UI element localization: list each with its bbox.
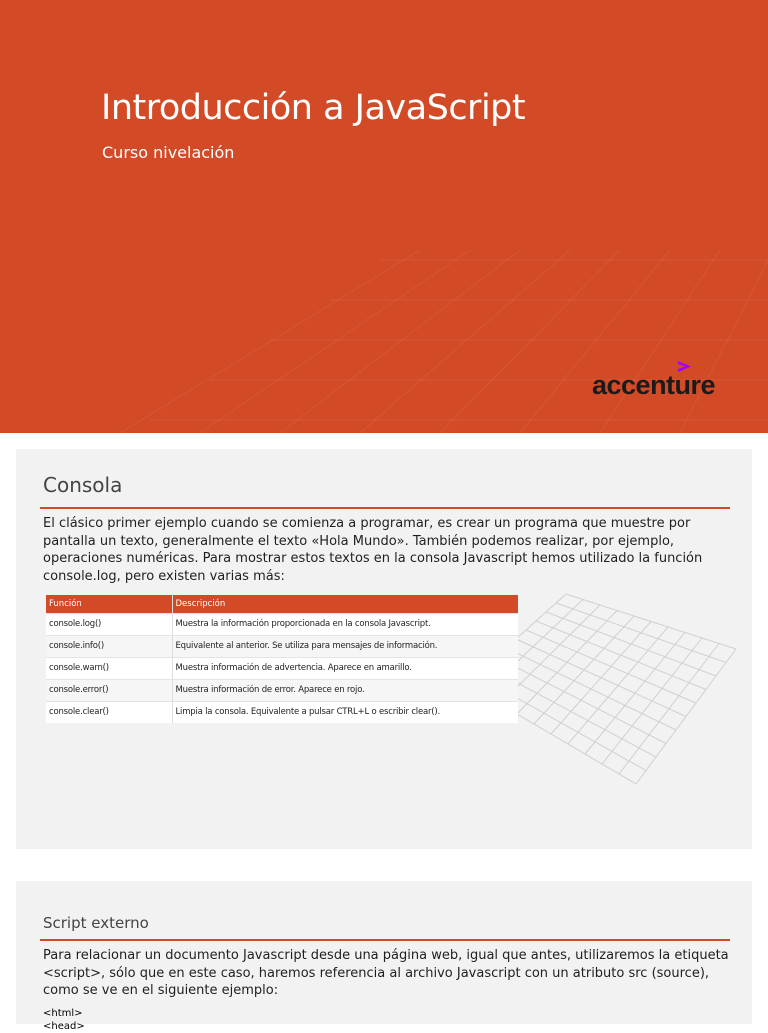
table-row [46,657,518,679]
table-row [46,701,518,723]
slide-consola [16,449,752,849]
column-header-descripcion: Descripción [172,595,518,613]
table-cell-function: console.clear() [46,701,172,723]
presentation-subtitle: Curso nivelación [102,143,235,162]
table-cell-function: console.warn() [46,657,172,679]
table-cell-description: Muestra información de error. Aparece en rojo. [172,679,518,701]
slide-script-externo [16,881,752,1032]
heading-divider [40,939,730,941]
table-cell-description: Muestra información de advertencia. Aparece en amarillo. [172,657,518,679]
table-cell-function: console.error() [46,679,172,701]
code-line: <html> [43,1008,83,1019]
slide-heading: Consola [43,473,123,497]
column-header-funcion: Función [46,595,172,613]
table-row [46,679,518,701]
accenture-logo [592,360,742,406]
table-cell-function: console.info() [46,635,172,657]
table-cell-description: Equivalente al anterior. Se utiliza para mensajes de información. [172,635,518,657]
accenture-wordmark: accenture [592,370,716,400]
table-row [46,613,518,635]
code-line: <head> [43,1021,85,1032]
slide-heading: Script externo [43,914,149,932]
table-header-row [46,595,518,613]
grid-line [619,644,719,775]
console-functions-table [46,595,518,723]
slide-paragraph: Para relacionar un documento Javascript desde una página web, igual que antes, utilizaremos la etiqueta <script>, sólo que en este caso, haremos referencia al archivo Javascript con un atributo src (source), como se ve en el siguiente ejemplo: [43,948,729,998]
table-cell-function: console.log() [46,613,172,635]
heading-divider [40,507,730,509]
table-cell-description: Limpia la consola. Equivalente a pulsar CTRL+L o escribir clear(). [172,701,518,723]
table-row [46,635,518,657]
slide-paragraph: El clásico primer ejemplo cuando se comienza a programar, es crear un programa que muestre por pantalla un texto, generalmente el texto «Hola Mundo». También podemos realizar, por ejemplo, operaciones numéricas. Para mostrar estos textos en la consola Javascript hemos utilizado la función console.log, pero existen varias más: [43,516,703,584]
title-slide [0,0,768,433]
code-example [43,1007,85,1033]
presentation-title: Introducción a JavaScript [101,88,526,128]
grid-line [636,649,736,784]
table-cell-description: Muestra la información proporcionada en la consola Javascript. [172,613,518,635]
